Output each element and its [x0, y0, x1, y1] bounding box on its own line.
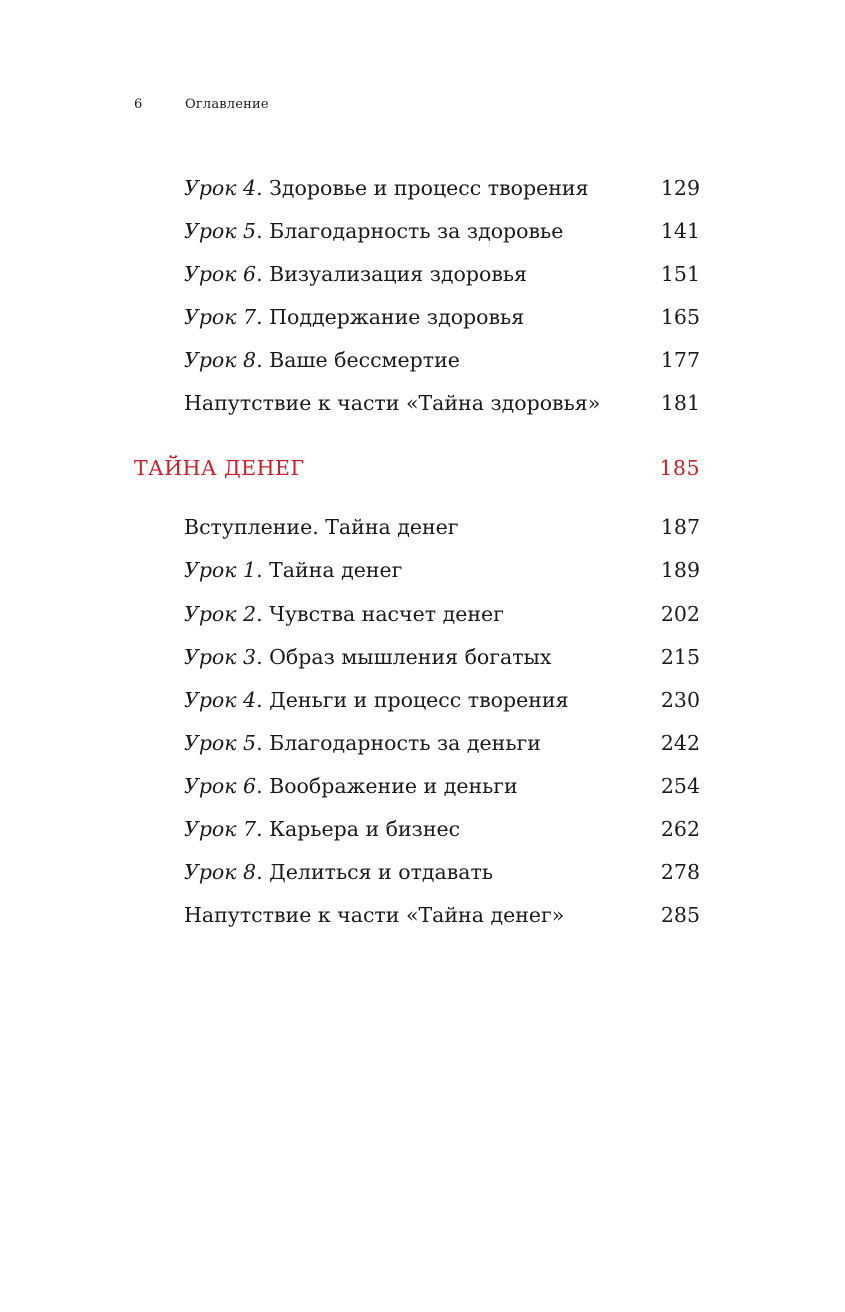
entry-page: 181	[660, 391, 700, 415]
running-head-title: Оглавление	[185, 97, 269, 112]
section-heading-money	[134, 455, 700, 481]
lesson-label: Урок 4	[184, 176, 257, 200]
toc-entry-text	[184, 347, 460, 373]
toc-entry-text	[184, 730, 541, 756]
entry-title: . Визуализация здоровья	[256, 262, 527, 286]
lesson-label: Урок 5	[184, 731, 257, 755]
entry-title: . Здоровье и процесс творения	[256, 176, 589, 200]
toc-entry-text	[184, 859, 493, 885]
lesson-label: Урок 4	[184, 688, 257, 712]
toc-entry	[184, 730, 700, 756]
lesson-label: Урок 7	[184, 817, 257, 841]
lesson-label: Урок 3	[184, 645, 257, 669]
entry-page: 230	[660, 688, 700, 712]
entry-page: 254	[660, 774, 700, 798]
toc-entry-text	[184, 218, 563, 244]
entry-title: . Делиться и отдавать	[256, 860, 494, 884]
entry-title: Вступление. Тайна денег	[184, 515, 459, 539]
entry-title: . Воображение и деньги	[256, 774, 518, 798]
lesson-label: Урок 6	[184, 774, 257, 798]
entry-title: . Благодарность за здоровье	[256, 219, 564, 243]
lesson-label: Урок 5	[184, 219, 257, 243]
toc-entry-text	[184, 390, 600, 416]
toc-entry	[184, 514, 700, 540]
lesson-label: Урок 7	[184, 305, 257, 329]
entry-title: Напутствие к части «Тайна денег»	[184, 903, 565, 927]
page-number: 6	[134, 97, 143, 112]
entry-title: Напутствие к части «Тайна здоровья»	[184, 391, 601, 415]
lesson-label: Урок 8	[184, 860, 257, 884]
toc-entry-text	[184, 644, 551, 670]
section-heading-title: ТАЙНА ДЕНЕГ	[134, 456, 305, 480]
toc-entry	[184, 218, 700, 244]
entry-page: 262	[660, 817, 700, 841]
toc-entry	[184, 175, 700, 201]
entry-page: 285	[660, 903, 700, 927]
entry-title: . Тайна денег	[256, 558, 403, 582]
toc-entry-text	[184, 304, 524, 330]
toc-entry	[184, 902, 700, 928]
toc-entry	[184, 347, 700, 373]
entry-page: 202	[660, 602, 700, 626]
toc-entry	[184, 304, 700, 330]
entry-page: 165	[660, 305, 700, 329]
toc-entry-text	[184, 175, 589, 201]
entry-title: . Поддержание здоровья	[256, 305, 525, 329]
toc-entry-text	[184, 601, 504, 627]
entry-title: . Благодарность за деньги	[256, 731, 541, 755]
entry-title: . Образ мышления богатых	[256, 645, 552, 669]
entry-page: 242	[660, 731, 700, 755]
entry-page: 187	[660, 515, 700, 539]
entry-page: 189	[660, 558, 700, 582]
toc-entry	[184, 601, 700, 627]
toc-entry-text	[184, 261, 527, 287]
entry-title: . Чувства насчет денег	[256, 602, 504, 626]
lesson-label: Урок 2	[184, 602, 257, 626]
toc-entry-text	[184, 816, 460, 842]
entry-page: 129	[660, 176, 700, 200]
toc-entry	[184, 773, 700, 799]
toc-entry-text	[184, 514, 459, 540]
toc-entry-text	[184, 773, 518, 799]
entry-page: 151	[660, 262, 700, 286]
toc-entry-text	[184, 902, 564, 928]
entry-page: 278	[660, 860, 700, 884]
lesson-label: Урок 8	[184, 348, 257, 372]
toc-entry	[184, 687, 700, 713]
section-heading-page: 185	[659, 456, 700, 480]
running-head	[134, 97, 269, 112]
entry-title: . Ваше бессмертие	[256, 348, 460, 372]
toc-entry	[184, 816, 700, 842]
entry-page: 177	[660, 348, 700, 372]
lesson-label: Урок 6	[184, 262, 257, 286]
entry-page: 215	[660, 645, 700, 669]
toc-entry	[184, 644, 700, 670]
toc-entry	[184, 390, 700, 416]
lesson-label: Урок 1	[184, 558, 257, 582]
toc-entry	[184, 557, 700, 583]
toc-entry	[184, 859, 700, 885]
toc-entry-text	[184, 557, 402, 583]
toc-entry-text	[184, 687, 569, 713]
entry-title: . Карьера и бизнес	[256, 817, 461, 841]
entry-title: . Деньги и процесс творения	[256, 688, 569, 712]
toc-entry	[184, 261, 700, 287]
entry-page: 141	[660, 219, 700, 243]
